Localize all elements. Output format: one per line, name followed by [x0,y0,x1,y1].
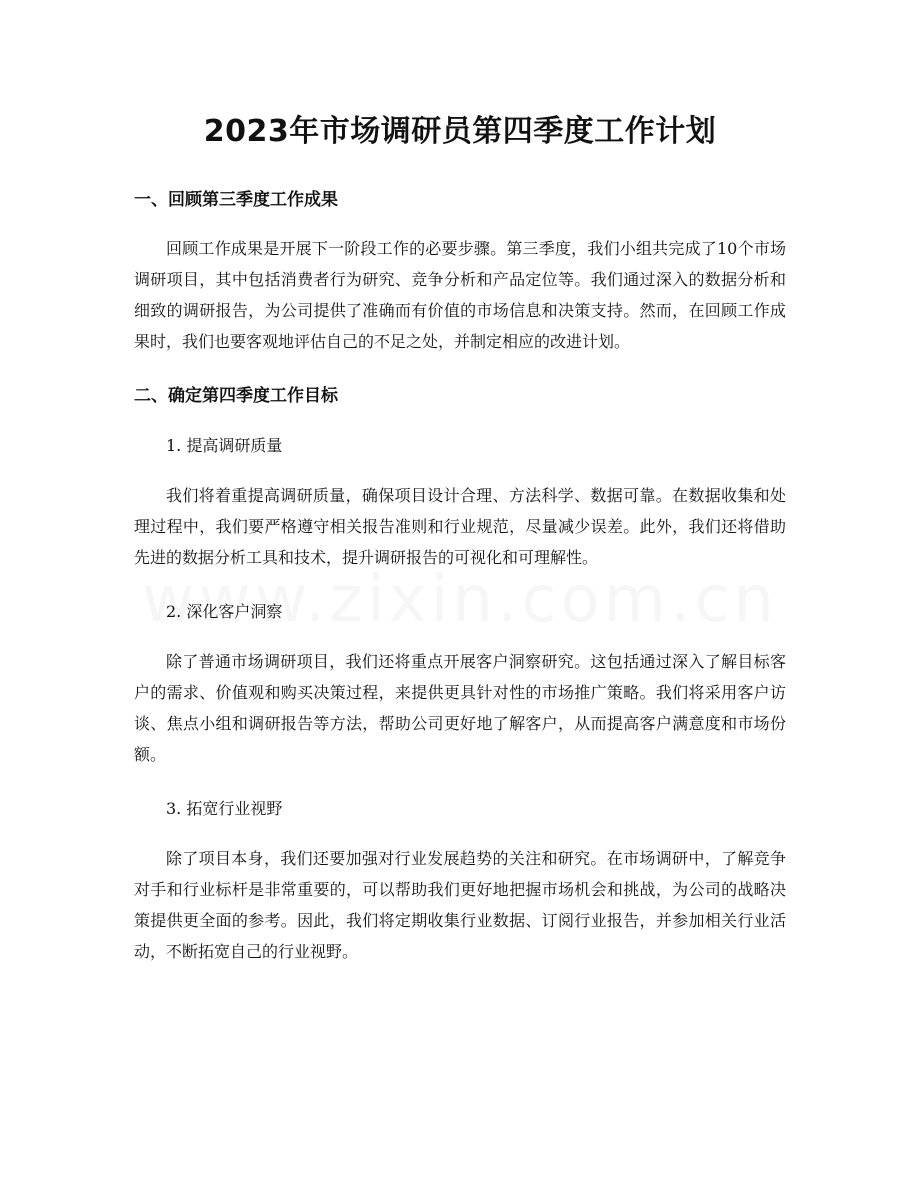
goal-paragraph-insight: 除了普通市场调研项目，我们还将重点开展客户洞察研究。这包括通过深入了解目标客户的需求、价值观和购买决策过程，来提供更具针对性的市场推广策略。我们将采用客户访谈、焦点小组和调研报告等方法，帮助公司更好地了解客户，从而提高客户满意度和市场份额。 [134,652,786,764]
goal-paragraph-industry: 除了项目本身，我们还要加强对行业发展趋势的关注和研究。在市场调研中，了解竞争对手和行业标杆是非常重要的，可以帮助我们更好地把握市场机会和挑战，为公司的战略决策提供更全面的参考。因此，我们将定期收集行业数据、订阅行业报告，并参加相关行业活动，不断拓宽自己的行业视野。 [134,849,786,961]
review-paragraph: 回顾工作成果是开展下一阶段工作的必要步骤。第三季度，我们小组共完成了10个市场调研项目，其中包括消费者行为研究、竞争分析和产品定位等。我们通过深入的数据分析和细致的调研报告，为公司提供了准确而有价值的市场信息和决策支持。然而，在回顾工作成果时，我们也要客观地评估自己的不足之处，并制定相应的改进计划。 [134,239,786,351]
goal-heading-insight: 2. 深化客户洞察 [166,602,283,621]
goal-paragraph-quality: 我们将着重提高调研质量，确保项目设计合理、方法科学、数据可靠。在数据收集和处理过程中，我们要严格遵守相关报告准则和行业规范，尽量减少误差。此外，我们还将借助先进的数据分析工具和技术，提升调研报告的可视化和可理解性。 [134,486,786,567]
section-heading-goals: 二、确定第四季度工作目标 [134,386,338,406]
goal-heading-industry: 3. 拓宽行业视野 [166,799,283,818]
goal-heading-quality: 1. 提高调研质量 [166,436,283,455]
document-title: 2023年市场调研员第四季度工作计划 [203,114,717,149]
section-heading-review: 一、回顾第三季度工作成果 [134,190,338,210]
